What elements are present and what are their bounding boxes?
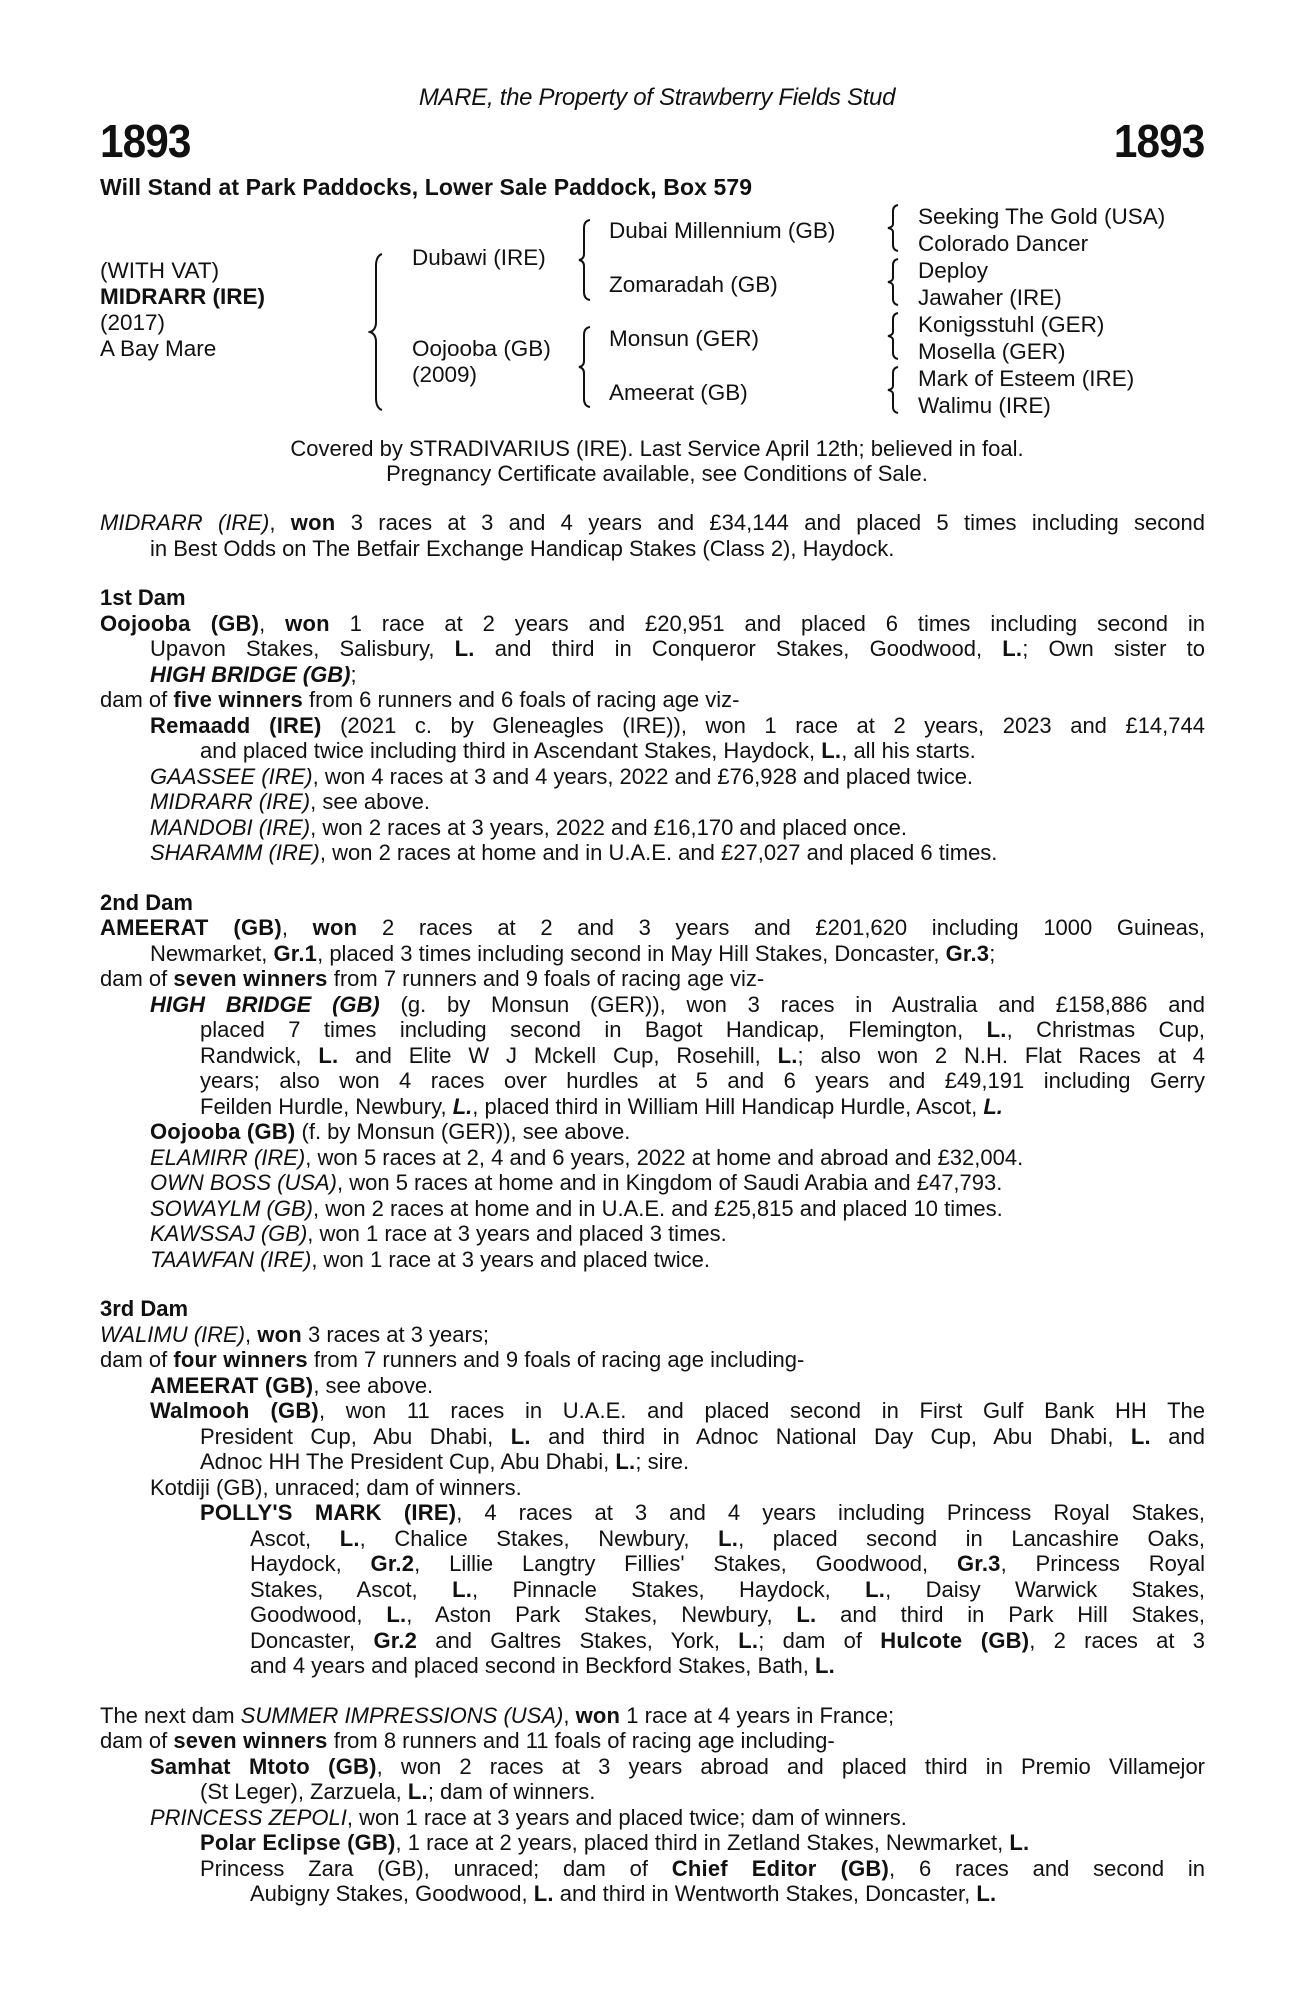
ancestor: Mark of Esteem (IRE) — [918, 366, 1135, 391]
bold-run: won — [312, 915, 358, 940]
text-run: , placed 3 times including second in May Hill Stakes, Doncaster, — [317, 940, 946, 966]
text-line — [100, 789, 1205, 815]
bold-run: Hulcote (GB) — [880, 1627, 1030, 1653]
pedigree-brace-g3-3 — [887, 311, 901, 361]
text-line — [100, 840, 1205, 866]
bold-run: four winners — [173, 1347, 308, 1372]
text-run: Newmarket, — [150, 940, 274, 966]
progeny-entry — [100, 840, 1205, 866]
text-run: , — [563, 1702, 576, 1728]
text-run: (f. by Monsun (GER)), see above. — [295, 1119, 631, 1144]
text-run: Stakes, Ascot, — [250, 1576, 453, 1602]
bold-run: L. — [796, 1602, 817, 1627]
bold-run: L. — [407, 1779, 428, 1804]
bold-run: Oojooba (GB) — [150, 1119, 296, 1144]
text-line — [100, 764, 1205, 790]
bold-run: five winners — [173, 687, 303, 712]
bold-run: L. — [339, 1525, 360, 1551]
text-run: from 7 runners and 9 foals of racing age viz- — [327, 966, 765, 991]
text-run: , won 1 race at 3 years and placed twice; dam of winners. — [346, 1804, 907, 1830]
bold-run: Chief Editor (GB) — [671, 1855, 890, 1881]
text-run: Princess Zara (GB), unraced; dam of — [200, 1855, 672, 1881]
text-run: and third in Wentworth Stakes, Doncaster, — [553, 1881, 977, 1906]
text-run: ; dam of — [758, 1627, 881, 1653]
bold-italic-run: L. — [983, 1093, 1003, 1119]
text-run: , see above. — [310, 789, 430, 814]
text-run: , Lillie Langtry Fillies' Stakes, Goodwood, — [414, 1551, 957, 1576]
progeny-entry — [100, 1398, 1205, 1475]
bold-run: Gr.2 — [370, 1551, 415, 1576]
ancestor: Colorado Dancer — [918, 231, 1089, 256]
paragraph — [100, 611, 1205, 688]
text-run: and 4 years and placed second in Beckford Stakes, Bath, — [250, 1653, 816, 1678]
catalogue-subtitle: MARE, the Property of Strawberry Fields Stud — [418, 84, 896, 111]
text-line — [100, 1373, 1205, 1399]
text-line — [100, 1551, 1205, 1577]
text-line — [100, 1526, 1205, 1552]
text-line — [100, 966, 1205, 992]
text-run: , won 1 race at 3 years and placed twice. — [311, 1246, 710, 1272]
progeny-entry — [100, 1221, 1205, 1247]
bold-run: L. — [815, 1653, 835, 1678]
vat-note: (WITH VAT) — [100, 258, 220, 283]
text-run: ; Own sister to — [1022, 636, 1205, 661]
progeny-entry — [100, 1170, 1205, 1196]
text-run: Adnoc HH The President Cup, Abu Dhabi, — [200, 1449, 616, 1474]
text-line — [100, 1653, 1205, 1679]
progeny-entry — [100, 1500, 1205, 1679]
text-run: Goodwood, — [250, 1602, 387, 1627]
bold-run: L. — [533, 1881, 554, 1906]
progeny-entry — [100, 1196, 1205, 1222]
progeny-entry — [100, 1805, 1205, 1831]
italic-name: ELAMIRR (IRE) — [150, 1144, 306, 1170]
bold-run: Gr.1 — [273, 940, 318, 966]
text-run: placed 7 times including second in Bagot Handicap, Flemington, — [200, 1017, 987, 1042]
paragraph — [100, 915, 1205, 966]
bold-run: Samhat Mtoto (GB) — [150, 1753, 377, 1779]
text-line — [100, 1754, 1205, 1780]
text-run: , 1 race at 2 years, placed third in Zetland Stakes, Newmarket, — [395, 1830, 1010, 1855]
text-run: , Daisy Warwick Stakes, — [885, 1576, 1205, 1602]
text-run: from 7 runners and 9 foals of racing age including- — [307, 1347, 805, 1372]
horse-year: (2017) — [100, 310, 166, 335]
text-line — [100, 1017, 1205, 1043]
text-run: , won 4 races at 3 and 4 years, 2022 and £76,928 and placed twice. — [312, 763, 974, 789]
text-run: , placed second in Lancashire Oaks, — [738, 1525, 1206, 1551]
text-run: , Princess Royal — [1000, 1551, 1205, 1576]
bold-run: won — [285, 610, 330, 636]
text-run: , won 5 races at home and in Kingdom of Saudi Arabia and £47,793. — [337, 1170, 1003, 1195]
section-heading: 1st Dam — [100, 585, 186, 610]
bold-run: L. — [510, 1423, 531, 1449]
bold-run: won — [290, 510, 336, 535]
text-run: , — [281, 915, 313, 940]
text-line — [100, 1196, 1205, 1222]
bold-run: L. — [865, 1576, 886, 1602]
paragraph — [100, 1728, 1205, 1754]
italic-name: KAWSSAJ (GB) — [150, 1221, 308, 1246]
text-run: President Cup, Abu Dhabi, — [200, 1423, 511, 1449]
text-run: and third in Conqueror Stakes, Goodwood, — [474, 636, 1003, 661]
text-line — [100, 1068, 1205, 1094]
stabling-location: Will Stand at Park Paddocks, Lower Sale Paddock, Box 579 — [100, 174, 753, 200]
text-line — [100, 611, 1205, 637]
text-line — [100, 1475, 1205, 1501]
bold-italic-run: L. — [452, 1093, 473, 1119]
progeny-entry — [100, 1830, 1205, 1856]
text-line — [100, 1602, 1205, 1628]
paragraph — [100, 1703, 1205, 1729]
ancestor: Jawaher (IRE) — [918, 285, 1062, 310]
text-run: ; — [989, 940, 996, 966]
text-line — [100, 1805, 1205, 1831]
text-line — [100, 1703, 1205, 1729]
paragraph — [100, 1347, 1205, 1373]
text-line — [100, 1424, 1205, 1450]
text-run: , — [259, 610, 286, 636]
sire-sire: Dubai Millennium (GB) — [609, 218, 836, 243]
text-line — [100, 1043, 1205, 1069]
lot-number-right: 1893 — [1113, 115, 1204, 167]
text-line — [100, 662, 1205, 688]
bold-run: L. — [1009, 1830, 1030, 1855]
bold-run: AMEERAT (GB) — [100, 915, 282, 940]
text-line — [100, 1221, 1205, 1247]
text-run: , Christmas Cup, — [1006, 1017, 1205, 1042]
text-run: , won 2 races at 3 years abroad and placed third in Premio Villamejor — [376, 1753, 1206, 1779]
text-run: , 2 races at 3 — [1029, 1627, 1206, 1653]
text-line — [100, 815, 1205, 841]
text-line — [100, 1577, 1205, 1603]
text-run: , Chalice Stakes, Newbury, — [359, 1525, 719, 1551]
text-line — [100, 992, 1205, 1018]
progeny-entry — [100, 764, 1205, 790]
pedigree-brace-g3-4 — [887, 365, 901, 415]
text-run: 2 races at 2 and 3 years and £201,620 including 1000 Guineas, — [357, 915, 1205, 940]
italic-name: SUMMER IMPRESSIONS (USA) — [240, 1702, 564, 1728]
bold-run: Gr.2 — [373, 1627, 418, 1653]
dam-year: (2009) — [412, 362, 478, 387]
bold-italic-run: HIGH BRIDGE (GB) — [150, 991, 380, 1017]
text-run: Feilden Hurdle, Newbury, — [200, 1093, 453, 1119]
text-line — [100, 1247, 1205, 1273]
text-run: , Pinnacle Stakes, Haydock, — [472, 1576, 866, 1602]
bold-run: L. — [738, 1627, 759, 1653]
section-heading: 3rd Dam — [100, 1296, 189, 1321]
text-run: ; — [350, 661, 357, 687]
text-run: (St Leger), Zarzuela, — [200, 1779, 408, 1804]
sire-dam: Zomaradah (GB) — [609, 272, 778, 297]
bold-run: L. — [318, 1042, 339, 1068]
section-heading: 2nd Dam — [100, 889, 193, 915]
text-line — [100, 1398, 1205, 1424]
sire-name: Dubawi (IRE) — [412, 245, 546, 270]
text-run: in Best Odds on The Betfair Exchange Handicap Stakes (Class 2), Haydock. — [150, 535, 895, 561]
text-line — [100, 510, 1205, 536]
text-run: Randwick, — [200, 1042, 319, 1068]
bold-run: seven winners — [173, 1728, 328, 1753]
text-line — [100, 1881, 1205, 1907]
text-run: ; dam of winners. — [427, 1779, 596, 1804]
text-run: and placed twice including third in Ascendant Stakes, Haydock, — [200, 738, 822, 763]
progeny-entry — [100, 1373, 1205, 1399]
text-run: 3 races at 3 and 4 years and £34,144 and placed 5 times including second — [335, 510, 1205, 535]
text-run: , all his starts. — [841, 738, 976, 763]
text-run: dam of — [100, 1728, 174, 1753]
pedigree-brace-sire — [578, 218, 594, 302]
text-line — [100, 1728, 1205, 1754]
text-run: 1 race at 4 years in France; — [620, 1702, 895, 1728]
italic-name: MANDOBI (IRE) — [150, 814, 311, 840]
bold-run: POLLY'S MARK (IRE) — [200, 1500, 457, 1525]
text-line — [100, 1094, 1205, 1120]
bold-run: L. — [454, 636, 475, 661]
text-run: 1 race at 2 years and £20,951 and placed 6 times including second in — [329, 610, 1205, 636]
text-run: , won 11 races in U.A.E. and placed second in First Gulf Bank HH The — [318, 1398, 1205, 1423]
pedigree-brace-g3-2 — [887, 257, 901, 307]
italic-name: MIDRARR (IRE) — [150, 789, 311, 814]
italic-name: OWN BOSS (USA) — [150, 1170, 338, 1195]
bold-run: L. — [976, 1881, 997, 1906]
bold-run: Oojooba (GB) — [100, 610, 260, 636]
bold-run: Remaadd (IRE) — [150, 712, 322, 738]
text-run: Haydock, — [250, 1551, 371, 1576]
text-run: Doncaster, — [250, 1627, 374, 1653]
italic-name: GAASSEE (IRE) — [150, 763, 313, 789]
progeny-entry — [100, 1475, 1205, 1501]
text-run: Ascot, — [250, 1525, 340, 1551]
text-line — [100, 1856, 1205, 1882]
italic-name: TAAWFAN (IRE) — [150, 1246, 312, 1272]
bold-run: Polar Eclipse (GB) — [200, 1830, 396, 1855]
bold-run: won — [575, 1702, 621, 1728]
italic-name: PRINCESS ZEPOLI — [150, 1804, 347, 1830]
bold-run: L. — [615, 1449, 636, 1474]
progeny-entry — [100, 1119, 1205, 1145]
text-run: (2021 c. by Gleneagles (IRE)), won 1 race at 2 years, 2023 and £14,744 — [321, 712, 1205, 738]
ancestor: Seeking The Gold (USA) — [918, 204, 1166, 229]
text-line — [100, 915, 1205, 941]
horse-name: MIDRARR (IRE) — [100, 284, 265, 309]
paragraph — [100, 1322, 1205, 1348]
text-run: , 4 races at 3 and 4 years including Princess Royal Stakes, — [456, 1500, 1205, 1525]
text-line — [100, 1779, 1205, 1805]
text-run: , 6 races and second in — [889, 1855, 1206, 1881]
progeny-entry — [100, 1856, 1205, 1907]
text-run: from 6 runners and 6 foals of racing age viz- — [302, 687, 740, 712]
bold-run: L. — [986, 1017, 1007, 1042]
pedigree-brace-main — [368, 252, 390, 412]
text-run: and Elite W J Mckell Cup, Rosehill, — [338, 1042, 778, 1068]
bold-run: Walmooh (GB) — [150, 1398, 319, 1423]
paragraph — [100, 687, 1205, 713]
text-line — [100, 1145, 1205, 1171]
third-generation — [918, 203, 1165, 419]
progeny-entry — [100, 713, 1205, 764]
text-line — [100, 1500, 1205, 1526]
pedigree-brace-g3-1 — [887, 203, 901, 253]
progeny-entry — [100, 789, 1205, 815]
pedigree-notes — [100, 510, 1205, 1907]
dam-name: Oojooba (GB) — [412, 336, 551, 361]
text-run: and third in Adnoc National Day Cup, Abu Dhabi, — [530, 1423, 1131, 1449]
bold-run: L. — [452, 1576, 473, 1602]
text-line — [100, 1628, 1205, 1654]
text-run: dam of — [100, 966, 174, 991]
paragraph — [100, 510, 1205, 561]
progeny-entry — [100, 992, 1205, 1120]
text-run: , see above. — [313, 1372, 434, 1398]
bold-run: L. — [821, 738, 842, 763]
text-run: The next dam — [100, 1702, 241, 1728]
dam-sire: Monsun (GER) — [609, 326, 760, 351]
dam-dam: Ameerat (GB) — [609, 380, 748, 405]
bold-run: AMEERAT (GB) — [150, 1372, 314, 1398]
bold-run: seven winners — [173, 966, 328, 991]
ancestor: Konigsstuhl (GER) — [918, 312, 1105, 337]
progeny-entry — [100, 1247, 1205, 1273]
text-line — [100, 1449, 1205, 1475]
text-run: 3 races at 3 years; — [301, 1321, 489, 1347]
text-run: and Galtres Stakes, York, — [417, 1627, 739, 1653]
bold-run: won — [257, 1321, 302, 1347]
text-run: , won 2 races at home and in U.A.E. and £25,815 and placed 10 times. — [312, 1195, 1003, 1221]
text-run: (g. by Monsun (GER)), won 3 races in Australia and £158,886 and — [379, 991, 1205, 1017]
text-line — [100, 1347, 1205, 1373]
text-run: from 8 runners and 11 foals of racing age including- — [327, 1728, 835, 1753]
text-line — [100, 1170, 1205, 1196]
text-run: Aubigny Stakes, Goodwood, — [250, 1881, 534, 1906]
section-second-dam — [100, 890, 1205, 1273]
section-third-dam — [100, 1296, 1205, 1679]
text-run: , won 2 races at 3 years, 2022 and £16,170 and placed once. — [310, 814, 907, 840]
bold-run: Gr.3 — [957, 1551, 1001, 1576]
text-run: Upavon Stakes, Salisbury, — [150, 636, 455, 661]
text-run: and — [1150, 1423, 1206, 1449]
progeny-entry — [100, 1145, 1205, 1171]
section-first-dam — [100, 585, 1205, 866]
section-next-dam — [100, 1703, 1205, 1907]
italic-name: MIDRARR (IRE) — [100, 510, 270, 535]
bold-italic-run: HIGH BRIDGE (GB) — [150, 661, 351, 687]
covering-line-2: Pregnancy Certificate available, see Conditions of Sale. — [386, 461, 928, 486]
bold-run: L. — [1002, 636, 1023, 661]
text-run: ; sire. — [635, 1449, 690, 1474]
pedigree-brace-dam — [578, 325, 594, 409]
paragraph — [100, 966, 1205, 992]
text-line — [100, 1119, 1205, 1145]
text-line — [100, 713, 1205, 739]
text-run: , won 1 race at 3 years and placed 3 times. — [307, 1221, 727, 1246]
bold-run: Gr.3 — [945, 940, 990, 966]
text-run: and third in Park Hill Stakes, — [816, 1602, 1206, 1627]
bold-run: L. — [777, 1042, 798, 1068]
text-run: Kotdiji (GB), unraced; dam of winners. — [150, 1474, 522, 1500]
horse-description: A Bay Mare — [100, 336, 217, 361]
italic-name: SHARAMM (IRE) — [150, 840, 320, 865]
bold-run: L. — [1130, 1423, 1151, 1449]
italic-name: WALIMU (IRE) — [100, 1321, 246, 1347]
text-run: , Aston Park Stakes, Newbury, — [406, 1602, 797, 1627]
ancestor: Mosella (GER) — [918, 339, 1066, 364]
text-line — [100, 941, 1205, 967]
progeny-entry — [100, 815, 1205, 841]
text-run: , won 5 races at 2, 4 and 6 years, 2022 at home and abroad and £32,004. — [305, 1144, 1024, 1170]
text-line — [100, 636, 1205, 662]
text-run: dam of — [100, 687, 174, 712]
text-run: , — [269, 510, 291, 535]
text-line — [100, 1830, 1205, 1856]
text-run: years; also won 4 races over hurdles at 5 and 6 years and £49,191 including Gerry — [200, 1068, 1205, 1093]
text-line — [100, 738, 1205, 764]
bold-run: L. — [386, 1602, 407, 1627]
text-run: dam of — [100, 1347, 174, 1372]
text-run: ; also won 2 N.H. Flat Races at 4 — [797, 1042, 1206, 1068]
italic-name: SOWAYLM (GB) — [150, 1195, 313, 1221]
bold-run: L. — [718, 1525, 739, 1551]
covering-line-1: Covered by STRADIVARIUS (IRE). Last Service April 12th; believed in foal. — [290, 436, 1024, 461]
covering-note — [0, 436, 1314, 486]
lot-number-left: 1893 — [100, 115, 191, 167]
text-line — [100, 687, 1205, 713]
text-line — [100, 1322, 1205, 1348]
progeny-entry — [100, 1754, 1205, 1805]
ancestor: Deploy — [918, 258, 989, 283]
horse-info — [100, 258, 265, 362]
text-run: , — [245, 1321, 258, 1347]
section-intro — [100, 510, 1205, 561]
text-run: , placed third in William Hill Handicap Hurdle, Ascot, — [472, 1093, 984, 1119]
text-line — [100, 536, 1205, 562]
ancestor: Walimu (IRE) — [918, 393, 1051, 418]
text-run: , won 2 races at home and in U.A.E. and £27,027 and placed 6 times. — [319, 840, 998, 865]
